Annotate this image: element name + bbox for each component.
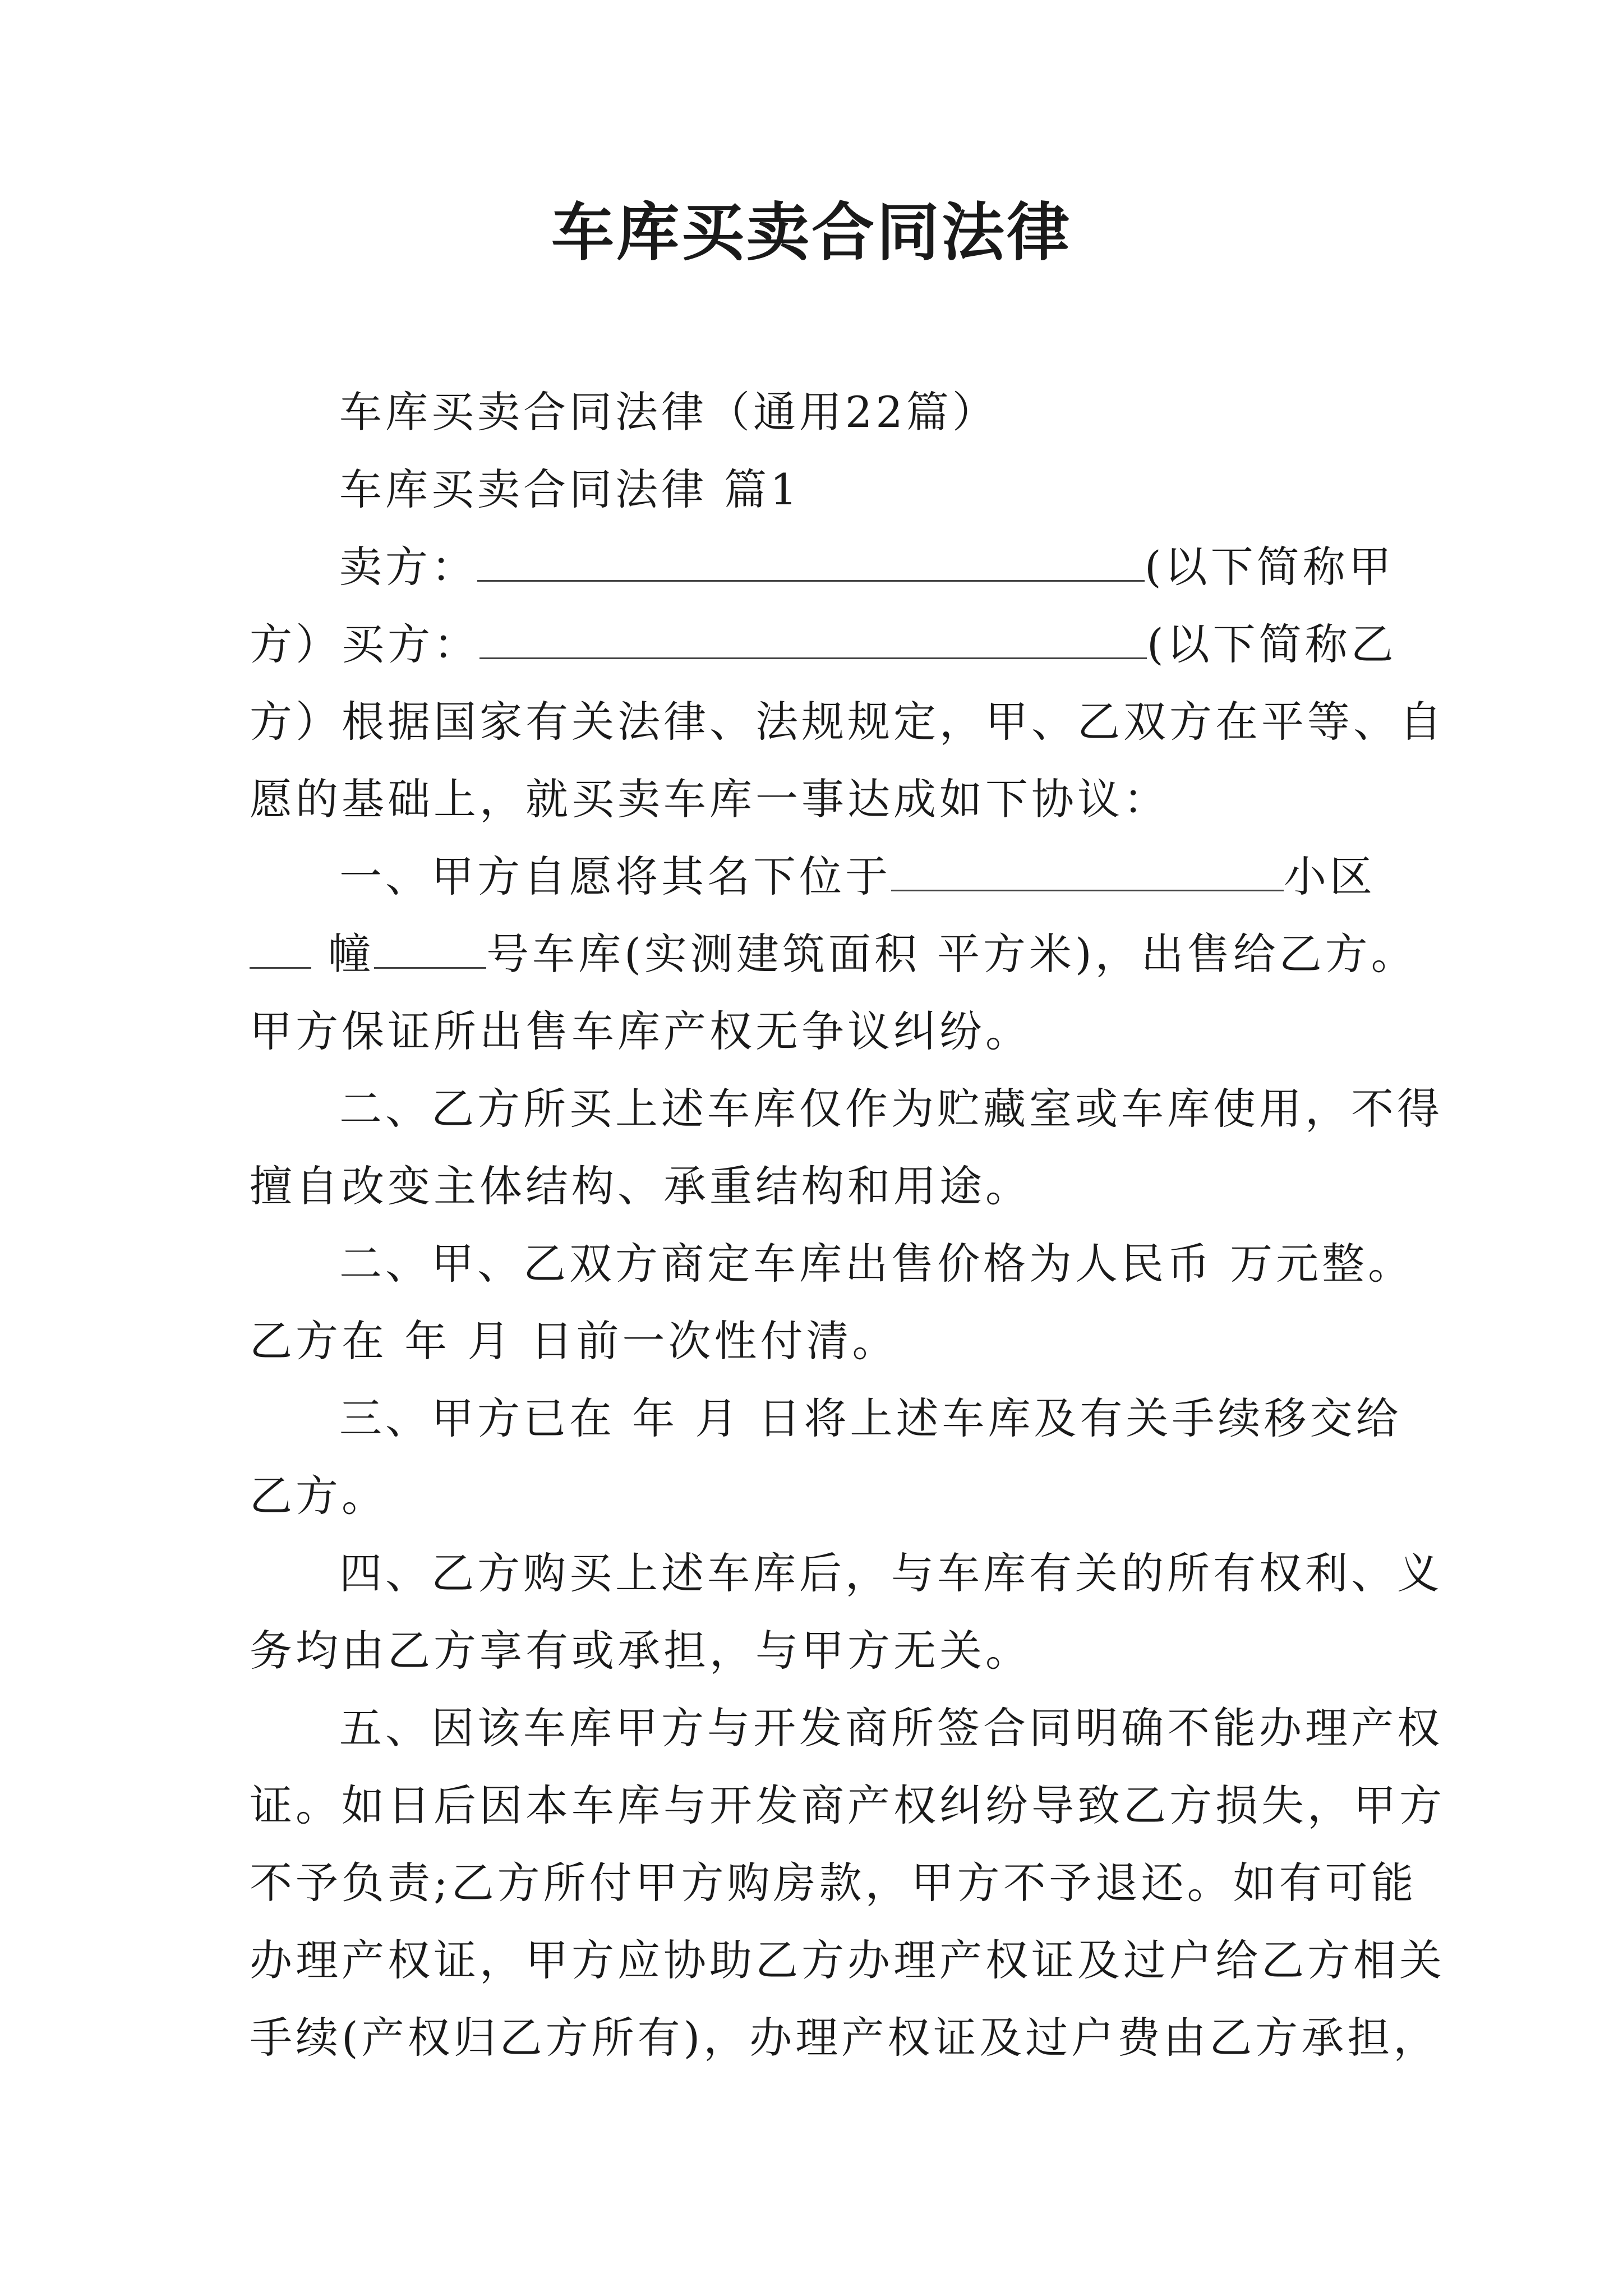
clause-5-line-1: 四、乙方购买上述车库后，与车库有关的所有权利、义 [339,1548,1443,1598]
clause-6-line-2: 证。如日后因本车库与开发商产权纠纷导致乙方损失，甲方 [250,1780,1445,1830]
buyer-blank [479,623,1147,659]
seller-blank [477,545,1145,582]
clause-6-line-1: 五、因该车库甲方与开发商所签合同明确不能办理产权 [339,1703,1443,1753]
preamble-line-1: 方）根据国家有关法律、法规规定，甲、乙双方在平等、自 [250,697,1445,747]
garage-number-blank [374,932,486,969]
clause-1-line-3: 甲方保证所出售车库产权无争议纠纷。 [250,1006,1031,1056]
clause-5-line-2: 务均由乙方享有或承担，与甲方无关。 [250,1626,1031,1676]
document-title: 车库买卖合同法律 [551,196,1072,269]
clause-1-text-c: 幢 [311,929,375,979]
clause-4-line-1: 三、甲方已在 年 月 日将上述车库及有关手续移交给 [339,1393,1402,1443]
clause-6-line-4: 办理产权证，甲方应协助乙方办理产权证及过户给乙方相关 [250,1935,1445,1985]
building-blank [250,932,311,969]
clause-6-line-5: 手续(产权归乙方所有)，办理产权证及过户费由乙方承担， [250,2013,1440,2063]
community-blank [891,855,1284,891]
clause-2-line-2: 擅自改变主体结构、承重结构和用途。 [250,1161,1031,1211]
clause-2-line-1: 二、乙方所买上述车库仅作为贮藏室或车库使用，不得 [339,1084,1443,1134]
clause-4-line-2: 乙方。 [250,1471,388,1521]
clause-1-line-2 [250,915,1417,993]
clause-3-line-2: 乙方在 年 月 日前一次性付清。 [250,1316,898,1366]
document-body [250,374,1445,2077]
buyer-line [250,606,1397,683]
seller-line [250,528,1395,606]
subtitle: 车库买卖合同法律（通用22篇） [339,387,998,437]
preamble-line-2: 愿的基础上，就买卖车库一事达成如下协议： [250,774,1169,824]
clause-1-line-1 [250,838,1388,915]
clause-6-line-3: 不予负责;乙方所付甲方购房款，甲方不予退还。如有可能 [250,1858,1417,1908]
clause-1-text-d: 号车库(实测建筑面积 平方米)，出售给乙方。 [486,929,1417,979]
clause-3-line-1: 二、甲、乙双方商定车库出售价格为人民币 万元整。 [339,1239,1414,1289]
section-heading: 车库买卖合同法律 篇1 [339,464,801,514]
seller-label: 卖方： [339,542,477,592]
clause-1-text-b: 小区 [1284,852,1376,901]
buyer-suffix: (以下简称乙 [1147,619,1397,669]
seller-suffix: (以下简称甲 [1145,542,1395,592]
clause-1-text-a: 一、甲方自愿将其名下位于 [339,852,891,901]
buyer-prefix: 方）买方： [250,619,479,669]
